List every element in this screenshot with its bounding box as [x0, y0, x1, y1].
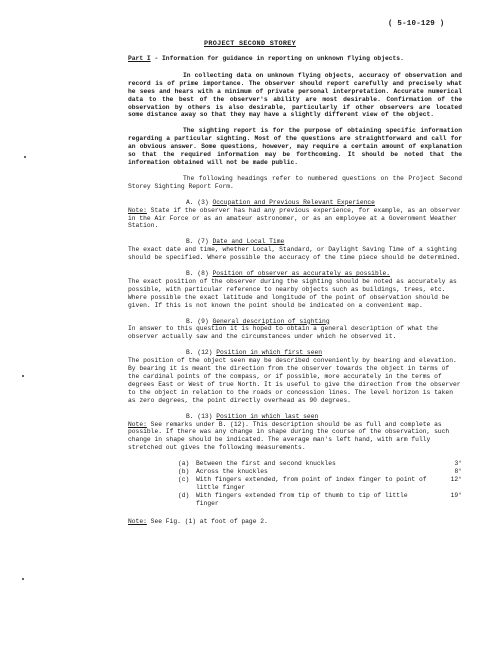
list-item: (c) With fingers extended, from point of index finger to point of little finger 12° — [178, 475, 462, 491]
margin-mark — [24, 156, 26, 158]
section-heading: A. (3) Occupation and Previous Relevant Experience — [186, 198, 375, 206]
part-label: Part I — [128, 55, 151, 62]
section-body: In answer to this question it is hoped to obtain a general description of what the observer actually saw and the circumstances under which he observed it. — [128, 325, 438, 341]
list-item: (a) Between the first and second knuckles 3° — [178, 460, 462, 468]
part-title: - Information for guidance in reporting on unknown flying objects. — [150, 55, 404, 62]
paragraph: The sighting report is for the purpose of obtaining specific information regarding a particular sighting. Most of the questions are straightforward and call for an obvious answer. Some questions, however, may require a certain amount of explanation so that the required information may be forthcoming. It should be noted that the information obtained will not be made public. — [128, 127, 462, 166]
paragraph: In collecting data on unknown flying objects, accuracy of observation and record is of prime importance. The observer should report carefully and precisely what he sees and hears with a minimum of private personal interpretation. Accurate numerical data to the best of the observer's ability are most desirable. Confirmation of the observation by others is also desirable, particularly if other observers are located some distance away so that they may have a slightly different view of the object. — [128, 71, 462, 119]
paragraph: The following headings refer to numbered questions on the Project Second Storey Sighting Report Form. — [128, 174, 462, 190]
margin-mark — [22, 578, 24, 580]
section-heading: B. (9) General description of sighting — [186, 317, 330, 325]
measurement-list — [178, 460, 462, 507]
section-heading: B. (13) Position in which last seen — [186, 412, 319, 420]
margin-mark — [22, 375, 24, 377]
section-body: Note: State if the observer has had any previous experience, for example, as an observer in the Air Force or as an amateur astronomer, or as an employee at a Government Weather Station. — [128, 206, 461, 230]
reference-number: ( 5-10-129 ) — [388, 20, 445, 28]
section-body: The exact date and time, whether Local, Standard, or Daylight Saving Time of a sighting should be specified. Where possible the accuracy of the time piece should be determined. — [128, 246, 461, 262]
section-b12 — [128, 349, 462, 404]
section-heading: B. (8) Position of observer as accurately as possible. — [186, 270, 391, 278]
document-body — [128, 55, 462, 526]
section-a3 — [128, 199, 462, 231]
section-heading: B. (12) Position in which first seen — [186, 349, 323, 357]
section-b7 — [128, 238, 462, 262]
document-title: PROJECT SECOND STOREY — [204, 40, 296, 48]
section-b13 — [128, 413, 462, 453]
list-item: (d) With fingers extended from tip of thumb to tip of little finger 19° — [178, 491, 462, 507]
section-b8 — [128, 270, 462, 310]
section-body: The exact position of the observer during the sighting should be noted as accurately as possible, with particular reference to nearby objects such as buildings, trees, etc. Where possible the exact latitude and longitude of the point of observation should be given. If this is not known the point should be indicated on a convenient map. — [128, 277, 457, 309]
section-body: Note: See remarks under B. (12). This description should be as full and complete as possible. If there was any change in shape during the course of the observation, such change in shape should be indicated. The average man's left hand, with arm fully stretched out gives the following measurements. — [128, 420, 450, 452]
section-b9 — [128, 318, 462, 342]
footnote: Note: See Fig. (1) at foot of page 2. — [128, 517, 268, 525]
section-body: The position of the object seen may be described conveniently by bearing and elevation. By bearing it is meant the direction from the observer towards the object in terms of the cardinal points of the compass, or if possible, more accurately in the terms of degrees East or West of true North. It is useful to give the direction from the observer to the object in relation to the roads or concession lines. The level horizon is taken as zero degrees, the point directly overhead as 90 degrees. — [128, 357, 461, 404]
part-heading — [128, 55, 462, 63]
list-item: (b) Across the knuckles 8° — [178, 468, 462, 476]
section-heading: B. (7) Date and Local Time — [186, 238, 285, 246]
